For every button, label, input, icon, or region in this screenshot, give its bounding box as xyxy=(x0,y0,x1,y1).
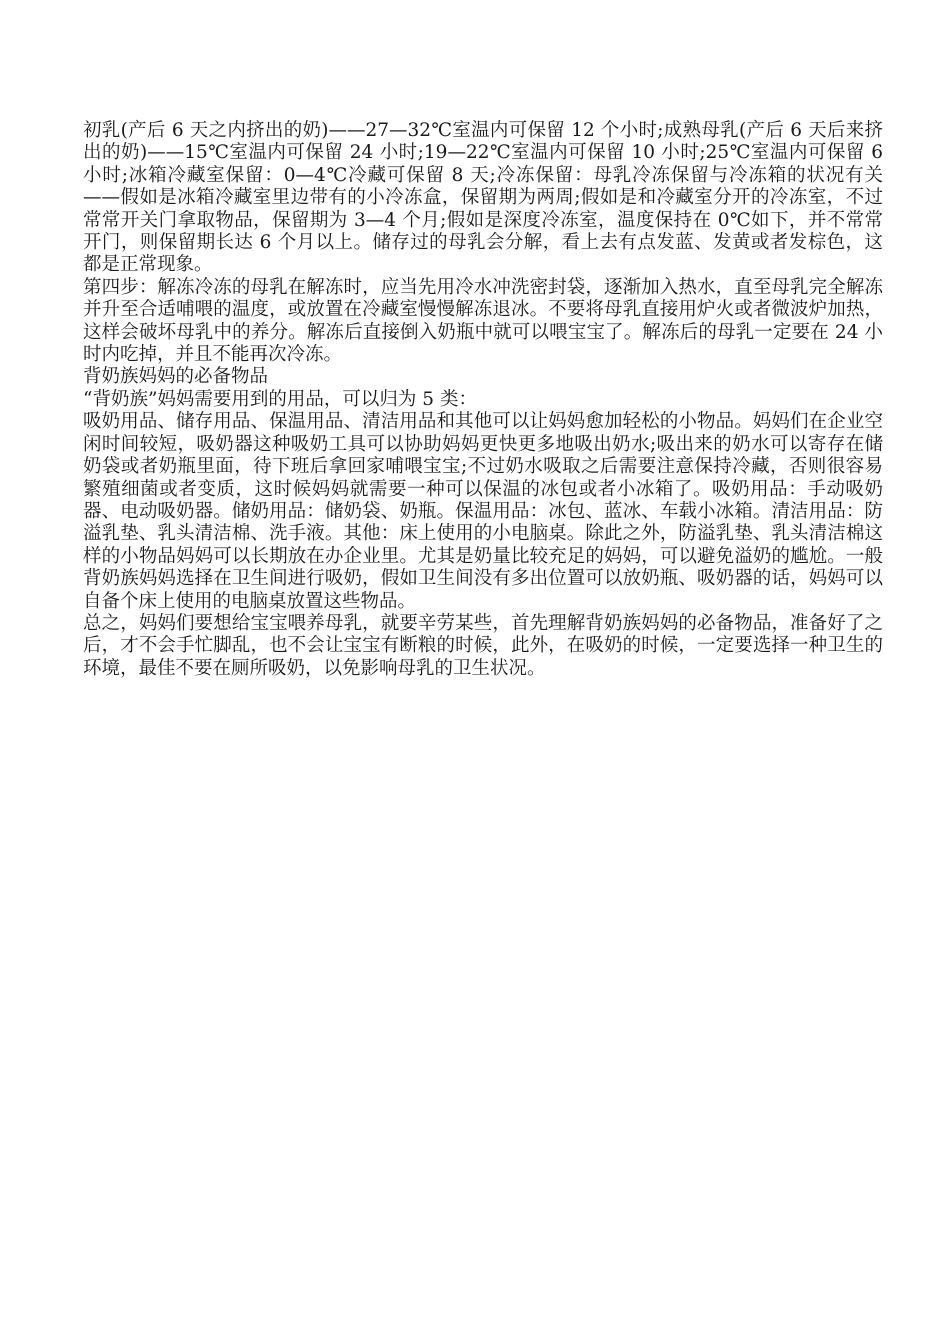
paragraph-supplies-detail: 吸奶用品、储存用品、保温用品、清洁用品和其他可以让妈妈愈加轻松的小物品。妈妈们在企业空闲时间较短，吸奶器这种吸奶工具可以协助妈妈更快更多地吸出奶水;吸出来的奶水可以寄存在储奶袋或者奶瓶里面，待下班后拿回家哺喂宝宝;不过奶水吸取之后需要注意保持冷藏，否则很容易繁殖细菌或者变质，这时候妈妈就需要一种可以保温的冰包或者小冰箱了。吸奶用品：手动吸奶器、电动吸奶器。储奶用品：储奶袋、奶瓶。保温用品：冰包、蓝冰、车载小冰箱。清洁用品：防溢乳垫、乳头清洁棉、洗手液。其他：床上使用的小电脑桌。除此之外，防溢乳垫、乳头清洁棉这样的小物品妈妈可以长期放在办企业里。尤其是奶量比较充足的妈妈，可以避免溢奶的尴尬。一般背奶族妈妈选择在卫生间进行吸奶，假如卫生间没有多出位置可以放奶瓶、吸奶器的话，妈妈可以自备个床上使用的电脑桌放置这些物品。 xyxy=(83,411,883,612)
paragraph-step-four-thawing: 第四步：解冻冷冻的母乳在解冻时，应当先用冷水冲洗密封袋，逐渐加入热水，直至母乳完全解冻并升至合适哺喂的温度，或放置在冷藏室慢慢解冻退冰。不要将母乳直接用炉火或者微波炉加热，这样会破坏母乳中的养分。解冻后直接倒入奶瓶中就可以喂宝宝了。解冻后的母乳一定要在 24 小时内吃掉，并且不能再次冷冻。 xyxy=(83,276,883,366)
paragraph-conclusion: 总之，妈妈们要想给宝宝喂养母乳，就要辛劳某些，首先理解背奶族妈妈的必备物品，准备好了之后，才不会手忙脚乱，也不会让宝宝有断粮的时候，此外，在吸奶的时候，一定要选择一种卫生的环境，最佳不要在厕所吸奶，以免影响母乳的卫生状况。 xyxy=(83,612,883,679)
section-heading-essentials: 背奶族妈妈的必备物品 xyxy=(83,366,269,388)
document-body xyxy=(83,120,883,680)
paragraph-five-categories: “背奶族”妈妈需要用到的用品，可以归为 5 类： xyxy=(83,388,477,410)
paragraph-milk-storage: 初乳(产后 6 天之内挤出的奶)——27—32℃室温内可保留 12 个小时;成熟母乳(产后 6 天后来挤出的奶)——15℃室温内可保留 24 小时;19—22℃室温内可保留 10 小时;25℃室温内可保留 6 小时;冰箱冷藏室保留：0—4℃冷藏可保留 8 天;冷冻保留：母乳冷冻保留与冷冻箱的状况有关——假如是冰箱冷藏室里边带有的小冷冻盒，保留期为两周;假如是和冷藏室分开的冷冻室，不过常常开关门拿取物品，保留期为 3—4 个月;假如是深度冷冻室，温度保持在 0℃如下，并不常常开门，则保留期长达 6 个月以上。储存过的母乳会分解，看上去有点发蓝、发黄或者发棕色，这都是正常现象。 xyxy=(83,120,883,276)
